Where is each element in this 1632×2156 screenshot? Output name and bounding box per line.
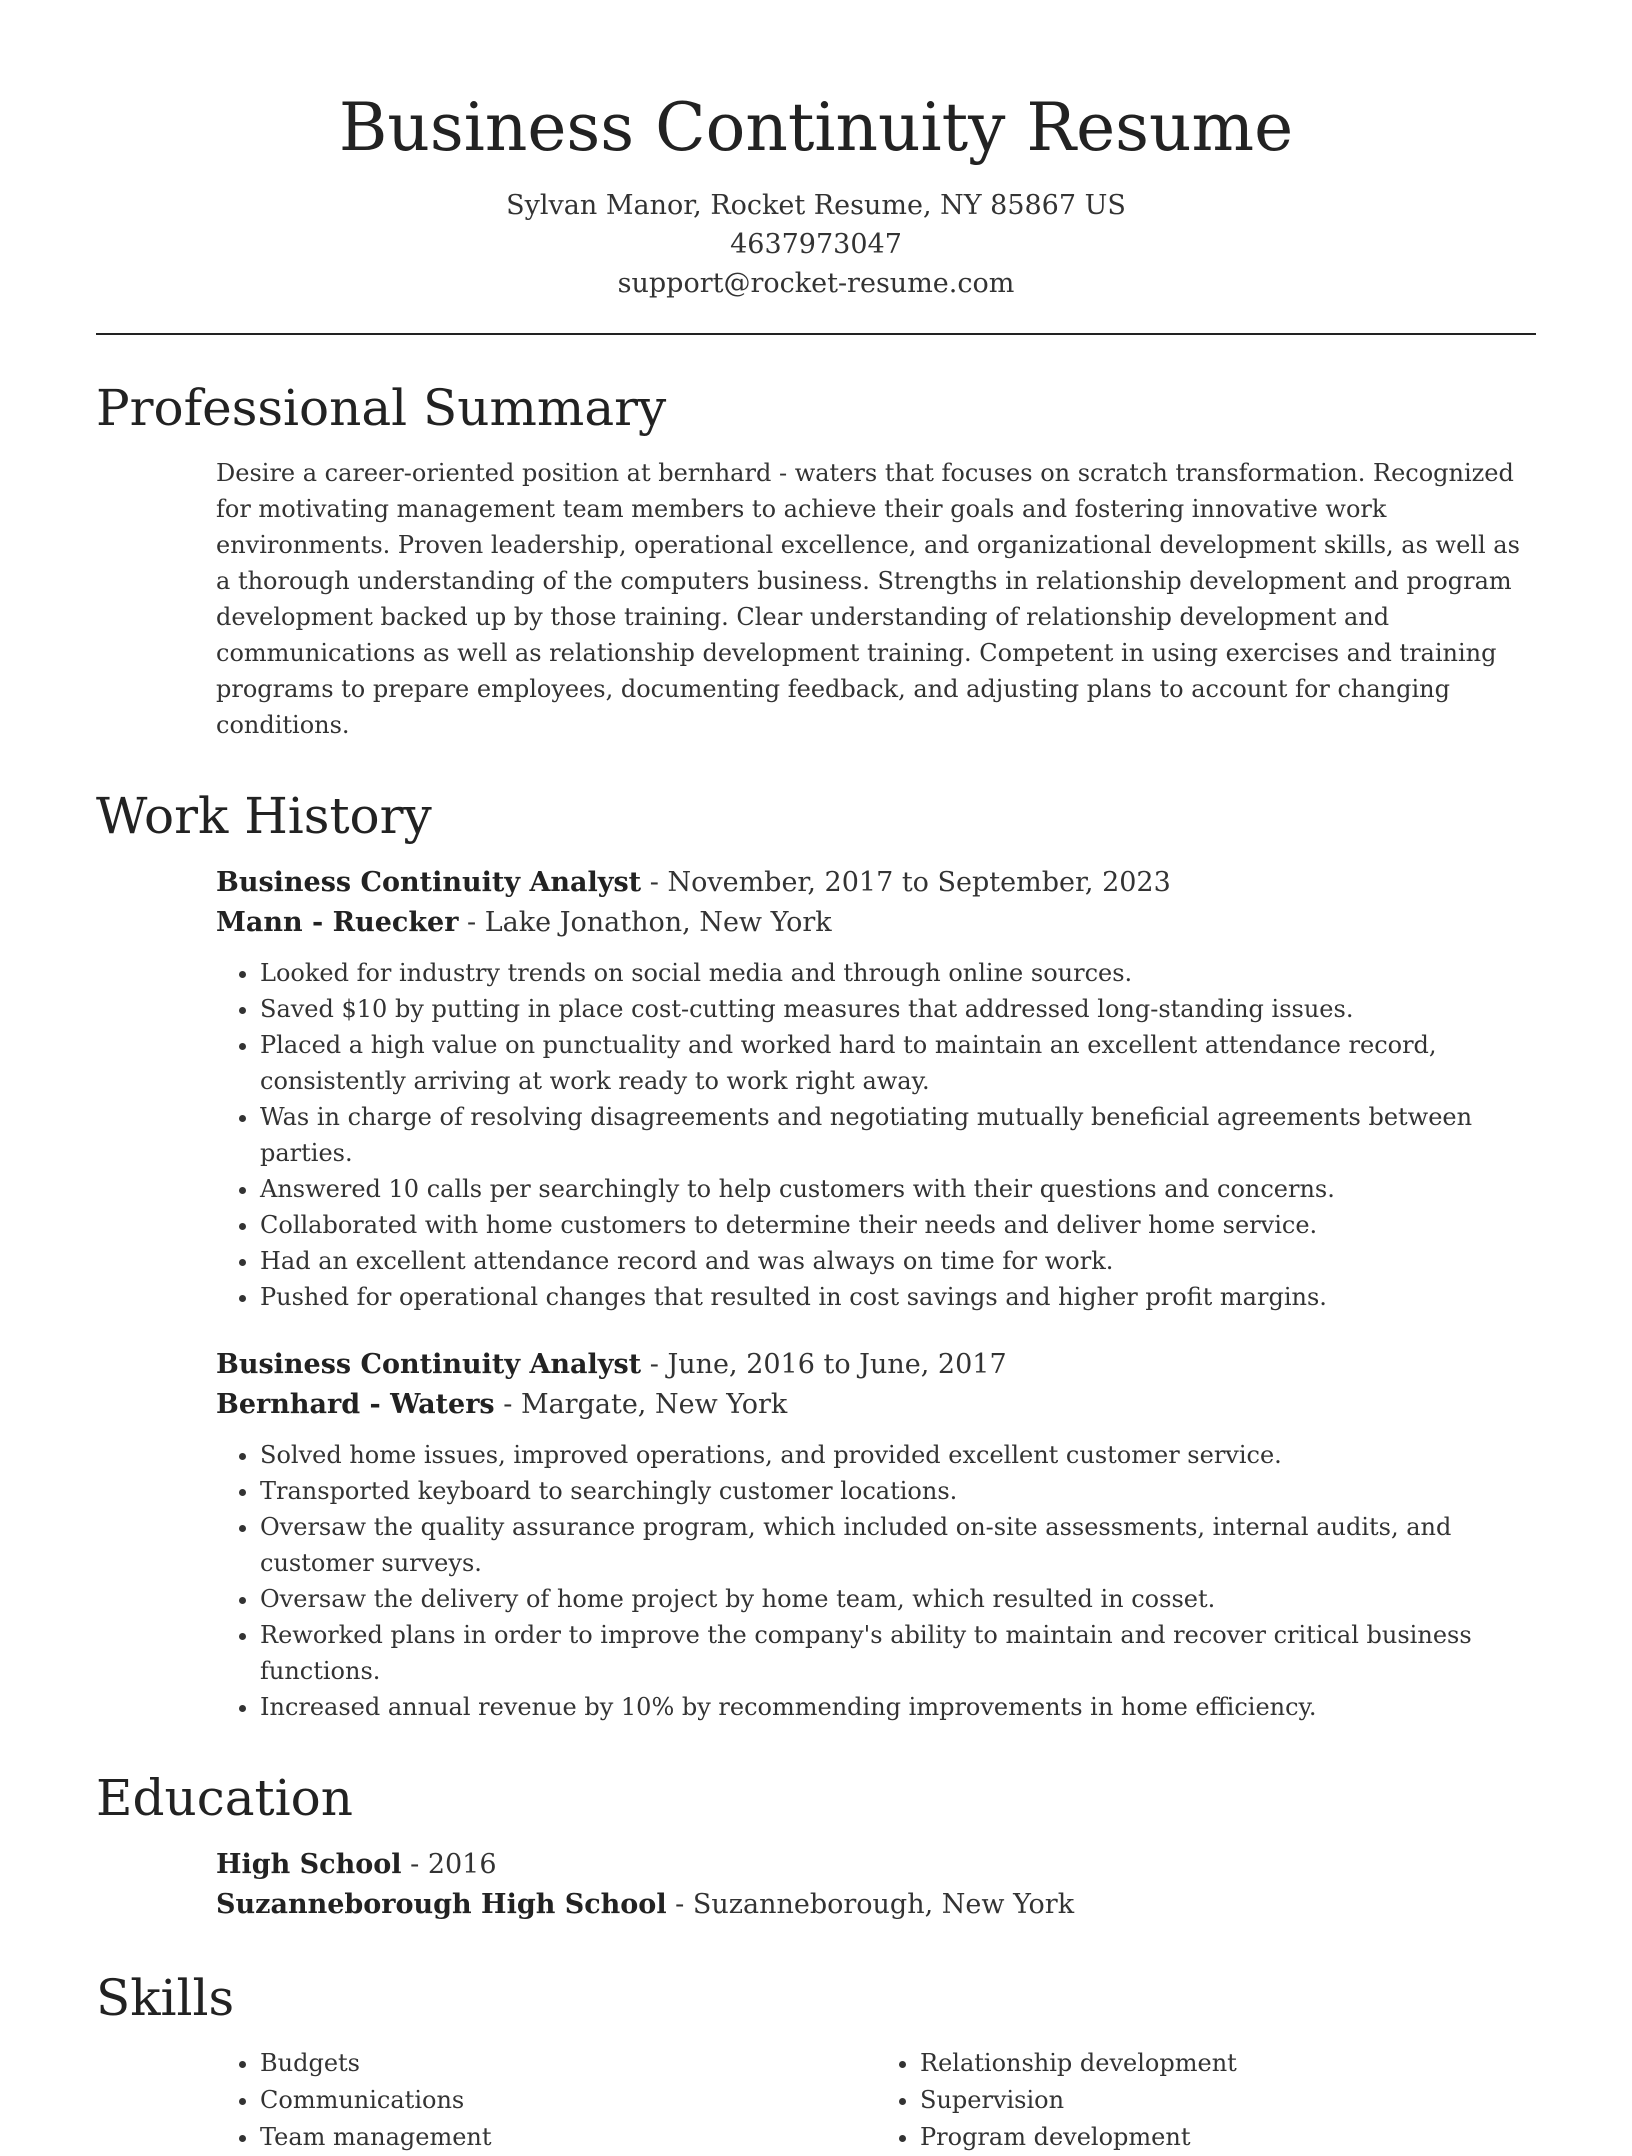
skills-section <box>96 2045 1536 2156</box>
skill-item: • Team management <box>260 2119 876 2156</box>
education-year: 2016 <box>427 1849 497 1880</box>
work-history-section <box>96 863 1536 1725</box>
summary-text: Desire a career-oriented position at bernhard - waters that focuses on scratch transformation. Recognized for motivating management team members to achieve their goals and fostering innovative work environments. Proven leadership, operational excellence, and organizational development skills, as well as a thorough understanding of the computers business. Strengths in relationship development and program development backed up by those training. Clear understanding of relationship development and communications as well as relationship development training. Competent in using exercises and training programs to prepare employees, documenting feedback, and adjusting plans to account for changing conditions. <box>216 459 1520 739</box>
skills-list-right <box>876 2045 1536 2156</box>
skill-item: • Supervision <box>920 2082 1536 2119</box>
job-entry <box>216 1345 1536 1725</box>
job-bullet: • Reworked plans in order to improve the company's ability to maintain and recover critical business functions. <box>260 1617 1536 1689</box>
contact-info <box>96 186 1536 303</box>
job-bullet: • Pushed for operational changes that resulted in cost savings and higher profit margins. <box>260 1279 1536 1315</box>
job-bullet: • Was in charge of resolving disagreements and negotiating mutually beneficial agreements between parties. <box>260 1099 1536 1171</box>
education-degree-line: High School - 2016 <box>216 1849 497 1880</box>
job-bullet: • Saved $10 by putting in place cost-cutting measures that addressed long-standing issues. <box>260 991 1536 1027</box>
summary-section <box>96 455 1536 743</box>
job-title-line: Business Continuity Analyst - November, 2017 to September, 2023 <box>216 867 1171 898</box>
job-title: Business Continuity Analyst <box>216 1349 642 1380</box>
section-title-work-history: Work History <box>96 787 432 845</box>
skills-columns <box>216 2045 1536 2156</box>
job-entry <box>216 863 1536 1315</box>
skill-item: • Relationship development <box>920 2045 1536 2082</box>
education-school-line: Suzanneborough High School - Suzanneborough, New York <box>216 1889 1075 1920</box>
job-bullet: • Increased annual revenue by 10% by recommending improvements in home efficiency. <box>260 1689 1536 1725</box>
education-section <box>96 1845 1536 1925</box>
job-company: Mann - Ruecker <box>216 907 459 938</box>
contact-address: Sylvan Manor, Rocket Resume, NY 85867 US <box>506 190 1126 221</box>
job-bullets <box>216 955 1536 1315</box>
section-title-education: Education <box>96 1769 353 1827</box>
resume-title: Business Continuity Resume <box>338 89 1294 166</box>
resume-header <box>96 0 1536 303</box>
job-bullet: • Oversaw the quality assurance program, which included on-site assessments, internal audits, and customer surveys. <box>260 1509 1536 1581</box>
skill-item: • Budgets <box>260 2045 876 2082</box>
job-title: Business Continuity Analyst <box>216 867 642 898</box>
section-title-skills: Skills <box>96 1969 235 2027</box>
education-location: Suzanneborough, New York <box>692 1889 1075 1920</box>
contact-phone: 4637973047 <box>730 229 902 260</box>
job-dates: November, 2017 to September, 2023 <box>667 867 1171 898</box>
job-bullet: • Transported keyboard to searchingly customer locations. <box>260 1473 1536 1509</box>
job-location: Margate, New York <box>520 1389 788 1420</box>
section-title-summary: Professional Summary <box>96 379 667 437</box>
header-divider <box>96 333 1536 335</box>
job-bullet: • Placed a high value on punctuality and worked hard to maintain an excellent attendance record, consistently arriving at work ready to work right away. <box>260 1027 1536 1099</box>
job-company-line: Mann - Ruecker - Lake Jonathon, New York <box>216 907 832 938</box>
job-company: Bernhard - Waters <box>216 1389 495 1420</box>
job-bullet: • Answered 10 calls per searchingly to help customers with their questions and concerns. <box>260 1171 1536 1207</box>
job-company-line: Bernhard - Waters - Margate, New York <box>216 1389 788 1420</box>
job-title-line: Business Continuity Analyst - June, 2016 to June, 2017 <box>216 1349 1007 1380</box>
job-dates: June, 2016 to June, 2017 <box>667 1349 1007 1380</box>
job-bullet: • Oversaw the delivery of home project by home team, which resulted in cosset. <box>260 1581 1536 1617</box>
education-school: Suzanneborough High School <box>216 1889 667 1920</box>
job-bullet: • Looked for industry trends on social media and through online sources. <box>260 955 1536 991</box>
skills-list-left <box>216 2045 876 2156</box>
skill-item: • Communications <box>260 2082 876 2119</box>
job-bullet: • Solved home issues, improved operations, and provided excellent customer service. <box>260 1437 1536 1473</box>
job-location: Lake Jonathon, New York <box>484 907 832 938</box>
education-entry <box>216 1845 1536 1925</box>
skill-item: • Program development <box>920 2119 1536 2156</box>
education-degree: High School <box>216 1849 402 1880</box>
job-bullet: • Collaborated with home customers to determine their needs and deliver home service. <box>260 1207 1536 1243</box>
job-bullets <box>216 1437 1536 1725</box>
contact-email: support@rocket-resume.com <box>617 268 1015 299</box>
job-bullet: • Had an excellent attendance record and was always on time for work. <box>260 1243 1536 1279</box>
